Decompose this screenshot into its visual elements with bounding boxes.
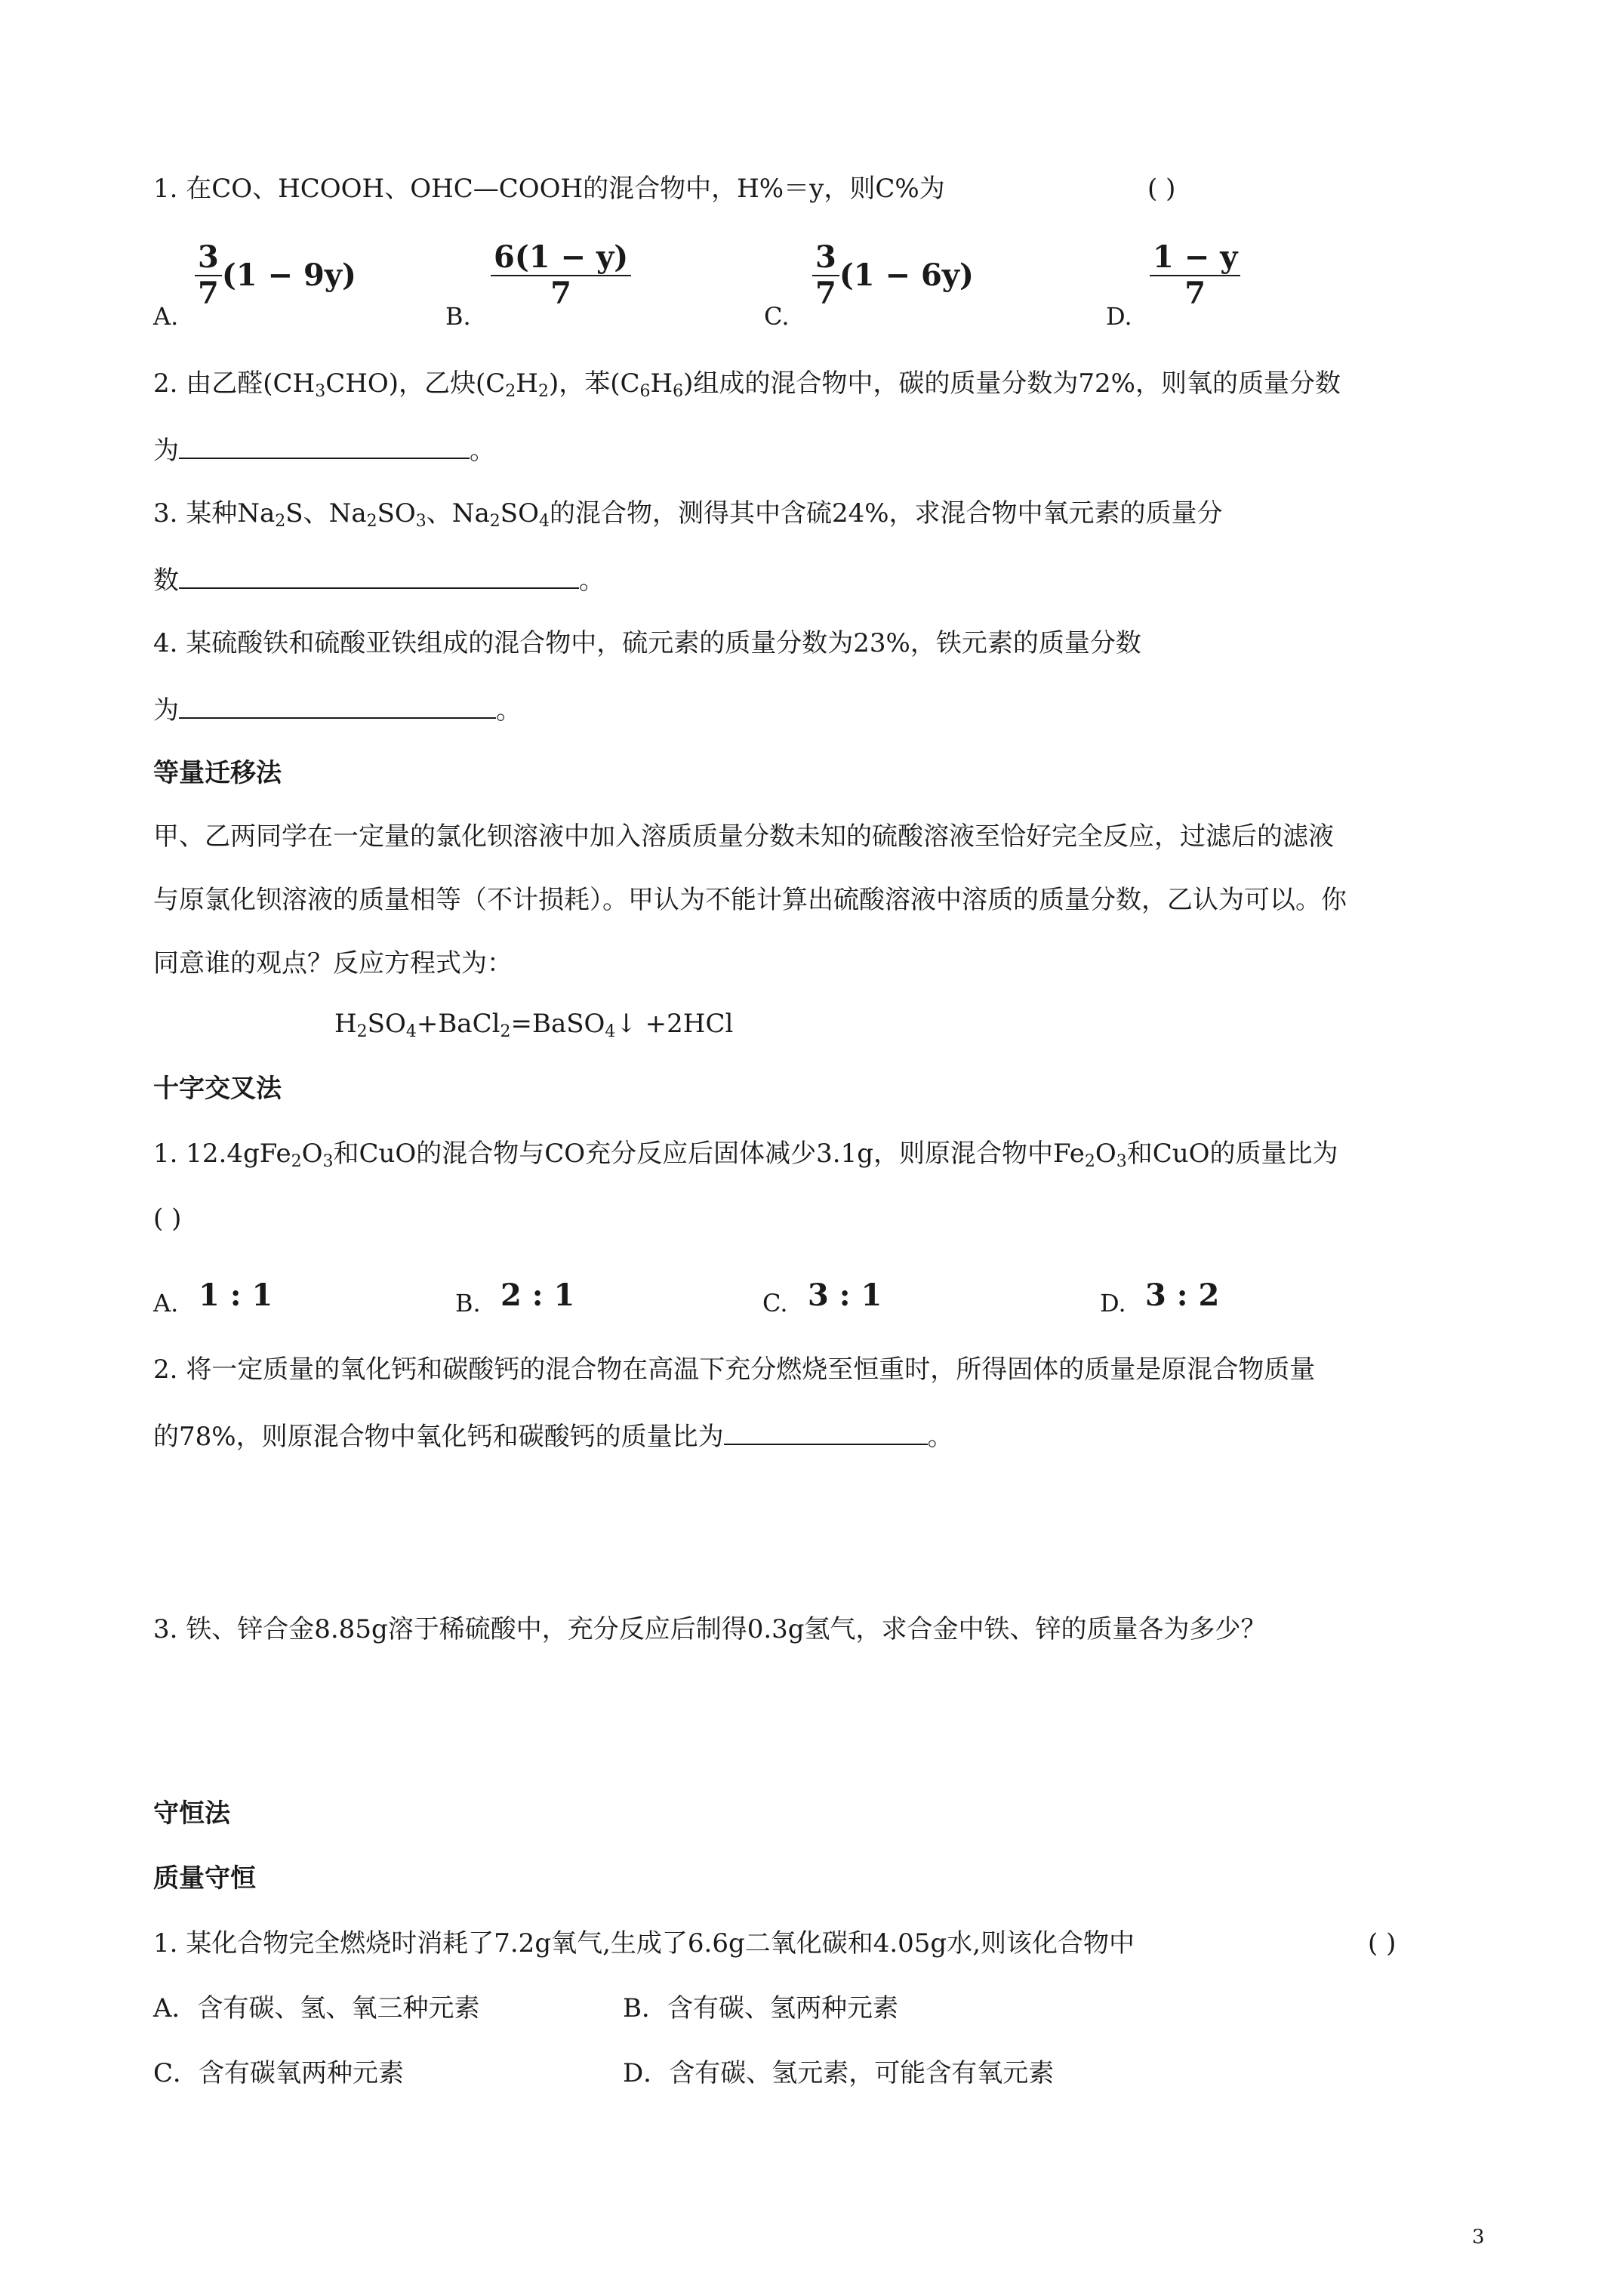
- subsection-title-mass-conservation: 质量守恒: [153, 1863, 256, 1894]
- cross-question-3: 3. 铁、锌合金8.85g溶于稀硫酸中，充分反应后制得0.3g氢气，求合金中铁、锌的质量各为多少？: [153, 1614, 1267, 1644]
- question-2-line-1: 2. 由乙醛$(CH_3CHO)$，乙炔$(C_2H_2)$，苯$(C_6H_6)$组成的混合物中，碳的质量分数为72%，则氧的质量分数: [153, 368, 1341, 401]
- option-d-formula: 1 − y 7: [1150, 240, 1240, 311]
- conservation-option-c: C．含有碳氧两种元素: [153, 2058, 405, 2088]
- conservation-question-1-stem: 1. 某化合物完全燃烧时消耗了7.2g氧气,生成了6.6g二氧化碳和4.05g水,则该化合物中: [153, 1928, 1135, 1959]
- transfer-paragraph-line-1: 甲、乙两同学在一定量的氯化钡溶液中加入溶质质量分数未知的硫酸溶液至恰好完全反应，过滤后的滤液: [153, 821, 1334, 852]
- conservation-question-1-answer-paren: ( ): [1368, 1928, 1397, 1959]
- conservation-option-b: B．含有碳、氢两种元素: [623, 1993, 898, 2023]
- question-4-line-1: 4. 某硫酸铁和硫酸亚铁组成的混合物中，硫元素的质量分数为23%，铁元素的质量分数: [153, 628, 1141, 658]
- question-4-line-2: 为 。: [153, 692, 522, 727]
- reaction-equation: $H_2SO_4+BaCl_2=BaSO_4↓ +2HCl$: [334, 1009, 734, 1041]
- cross-question-1-option-d: D. 3 : 2: [1100, 1277, 1220, 1318]
- option-b-formula: 6(1 − y) 7: [491, 240, 631, 311]
- question-3-line-2: 数 。: [153, 562, 605, 597]
- cross-question-2-line-2: 的78%，则原混合物中氧化钙和碳酸钙的质量比为 。: [153, 1418, 953, 1453]
- cross-question-2-line-1: 2. 将一定质量的氧化钙和碳酸钙的混合物在高温下充分燃烧至恒重时，所得固体的质量是原混合物质量: [153, 1354, 1316, 1385]
- cross-question-1-option-b: B. 2 : 1: [455, 1277, 575, 1318]
- conservation-option-a: A．含有碳、氢、氧三种元素: [153, 1993, 480, 2023]
- section-title-conservation: 守恒法: [153, 1798, 230, 1829]
- question-1-stem: 1. 在CO、HCOOH、OHC—COOH的混合物中，H%＝y，则C%为: [153, 174, 945, 204]
- section-title-equal-transfer: 等量迁移法: [153, 758, 282, 788]
- question-1-answer-paren: ( ): [1147, 174, 1176, 204]
- option-a-formula: $\frac{3}{7}$ (1 − 9y): [195, 240, 356, 311]
- answer-blank[interactable]: [179, 692, 496, 719]
- cross-question-1-option-a: A. 1 : 1: [153, 1277, 273, 1318]
- cross-question-1-option-c: C. 3 : 1: [762, 1277, 882, 1318]
- question-3-line-1: 3. 某种$Na_2S$、$Na_2SO_3$、$Na_2SO_4$的混合物，测得其中含硫24%，求混合物中氧元素的质量分: [153, 498, 1223, 531]
- question-1-option-a: A. $\frac{3}{7}$ (1 − 9y): [153, 239, 356, 331]
- cross-question-1-answer-paren: ( ): [153, 1203, 182, 1234]
- section-title-cross-method: 十字交叉法: [153, 1074, 282, 1104]
- transfer-paragraph-line-3: 同意谁的观点？反应方程式为：: [153, 948, 513, 978]
- option-c-formula: $\frac{3}{7}$ (1 − 6y): [812, 240, 974, 311]
- transfer-paragraph-line-2: 与原氯化钡溶液的质量相等（不计损耗）。甲认为不能计算出硫酸溶液中溶质的质量分数，乙认为可以。你: [153, 885, 1347, 915]
- answer-blank[interactable]: [179, 562, 579, 589]
- cross-question-1-stem: 1. $12.4gFe_2O_3$和CuO的混合物与CO充分反应后固体减少3.1g，则原混合物中$Fe_2O_3$和CuO的质量比为: [153, 1139, 1338, 1171]
- question-2-line-2: 为 。: [153, 432, 495, 467]
- question-1-option-b: B. 6(1 − y) 7: [445, 240, 642, 331]
- question-1-option-c: C. $\frac{3}{7}$ (1 − 6y): [764, 239, 974, 331]
- conservation-option-d: D．含有碳、氢元素，可能含有氧元素: [623, 2058, 1055, 2088]
- answer-blank[interactable]: [724, 1418, 928, 1445]
- page-number: 3: [1472, 2226, 1485, 2248]
- answer-blank[interactable]: [179, 432, 470, 459]
- question-1-option-d: D. 1 − y 7: [1106, 240, 1287, 331]
